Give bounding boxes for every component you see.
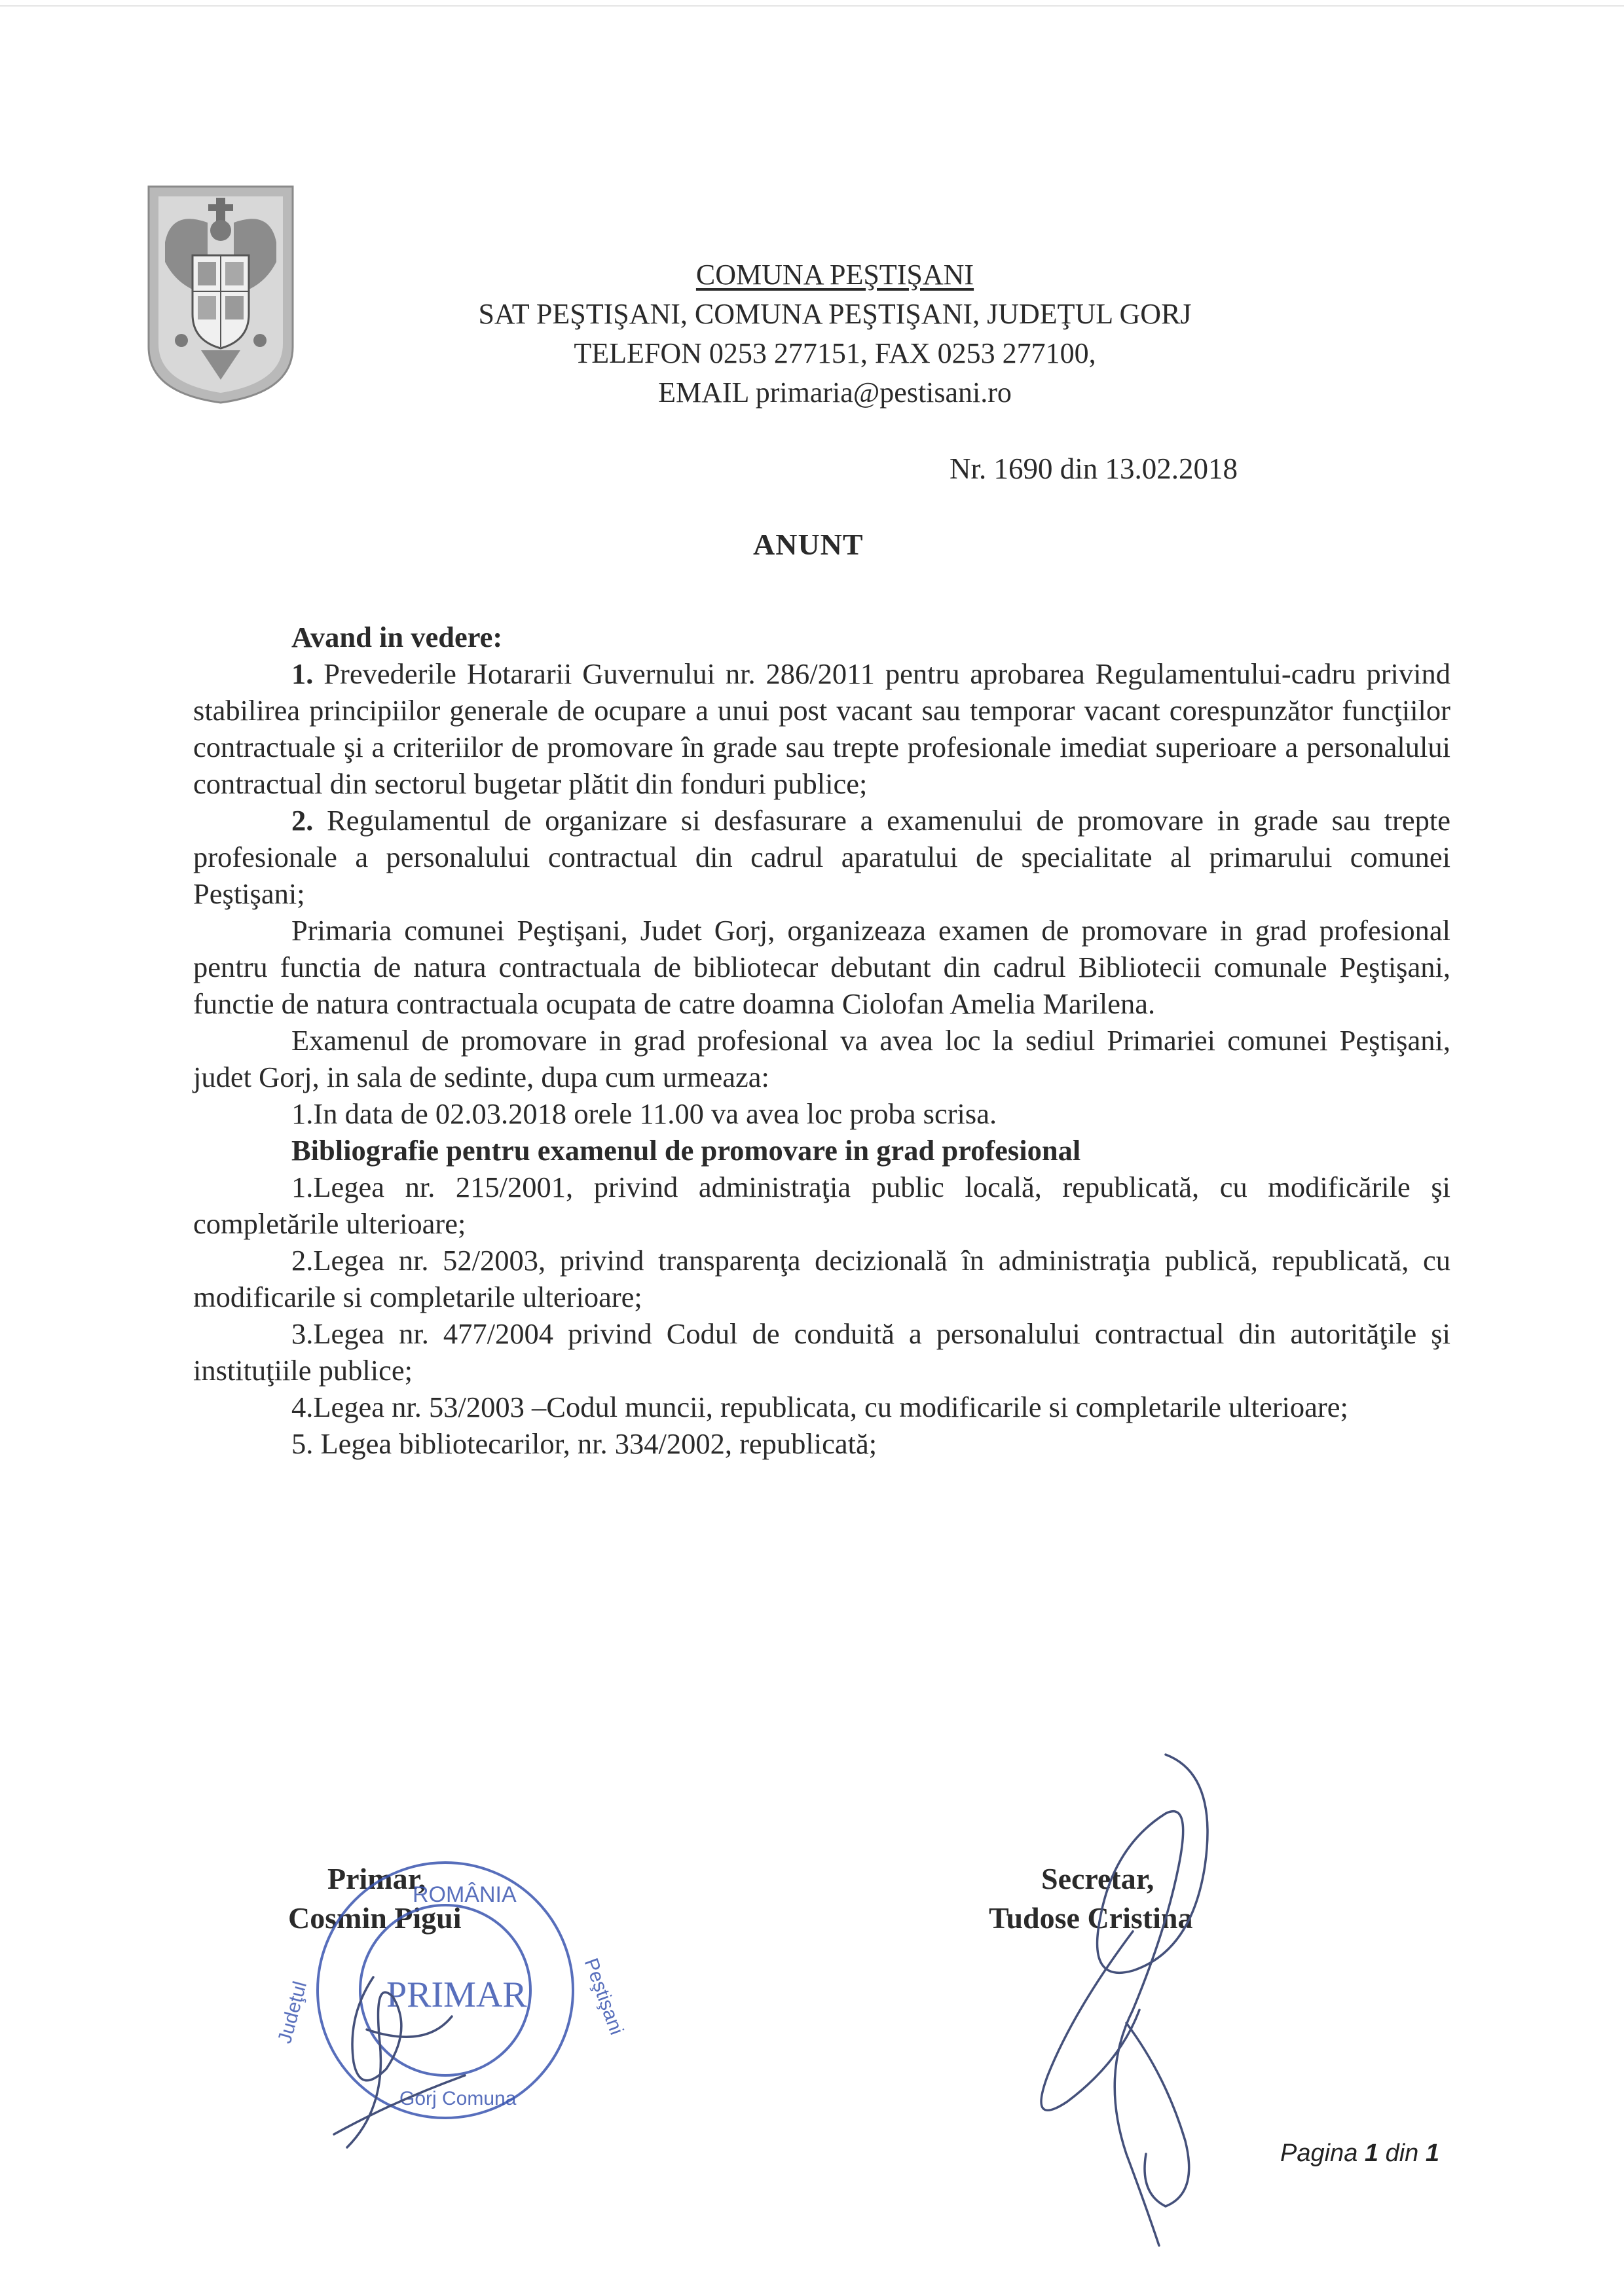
institution-name: COMUNA PEŞTIŞANI — [695, 259, 974, 291]
document-title: ANUNT — [753, 528, 864, 561]
scan-border — [0, 5, 1624, 7]
bibliography-heading: Bibliografie pentru examenul de promovare in grad profesional — [291, 1134, 1081, 1167]
stamp-text-top: ROMÂNIA — [413, 1882, 517, 1907]
stamp-text-bottom: Gorj Comuna — [399, 2088, 517, 2109]
considering-heading: Avand in vedere: — [291, 621, 503, 653]
page-current: 1 — [1364, 2140, 1379, 2167]
legal-basis-item-1 — [193, 655, 1450, 802]
bibliography-item: 4.Legea nr. 53/2003 –Codul muncii, republicata, cu modificarile si completarile ulterioare; — [291, 1391, 1348, 1423]
stamp-text-left: Judeţul — [274, 1978, 312, 2046]
legal-basis-item-2 — [193, 802, 1450, 912]
item-text: Prevederile Hotararii Guvernului nr. 286/2011 pentru aprobarea Regulamentului-cadru privind stabilirea principiilor generale de ocupare a unui post vacant sau temporar vacant corespunzător funcţiilor contractuale şi a criteriilor de promovare în grade sau trepte profesionale imediat superioare a personalului contractual din sectorul bugetar plătit din fonduri publice; — [193, 657, 1450, 800]
page-separator: din — [1378, 2140, 1426, 2167]
institution-header — [367, 255, 1303, 412]
stamp-text-center: PRIMAR — [386, 1975, 527, 2015]
institution-email: EMAIL primaria@pestisani.ro — [658, 376, 1012, 409]
bibliography-item: 1.Legea nr. 215/2001, privind administraţia public locală, republicată, cu modificările şi completările ulterioare; — [193, 1171, 1450, 1240]
page-total: 1 — [1425, 2140, 1439, 2167]
institution-address: SAT PEŞTIŞANI, COMUNA PEŞTIŞANI, JUDEŢUL GORJ — [478, 298, 1192, 330]
item-number: 2. — [291, 804, 314, 837]
bibliography-item: 3.Legea nr. 477/2004 privind Codul de conduită a personalului contractual din autorităţile şi instituţiile publice; — [193, 1317, 1450, 1387]
exam-location-paragraph: Examenul de promovare in grad profesional va avea loc la sediul Primariei comunei Peştişani, judet Gorj, in sala de sedinte, dupa cum urmeaza: — [193, 1024, 1450, 1093]
document-body — [193, 619, 1450, 1462]
mayor-name: Cosmin Pigui — [288, 1901, 462, 1935]
secretary-role: Secretar, — [1041, 1862, 1154, 1895]
page-prefix: Pagina — [1280, 2140, 1365, 2167]
item-text: Regulamentul de organizare si desfasurare a examenului de promovare in grade sau trepte profesionale a personalului contractual din cadrul aparatului de specialitate al primarului comunei Peştişani; — [193, 804, 1450, 910]
registration-number: Nr. 1690 din 13.02.2018 — [950, 452, 1238, 485]
institution-phone: TELEFON 0253 277151, FAX 0253 277100, — [574, 337, 1096, 369]
bibliography-item: 5. Legea bibliotecarilor, nr. 334/2002, republicată; — [291, 1427, 877, 1460]
item-number: 1. — [291, 657, 314, 690]
exam-organization-paragraph: Primaria comunei Peştişani, Judet Gorj, organizeaza examen de promovare in grad profesional pentru functia de natura contractuala de bibliotecar debutant din cadrul Bibliotecii comunale Peştişani, functie de natura contractuala ocupata de catre doamna Ciolofan Amelia Marilena. — [193, 914, 1450, 1020]
mayor-role: Primar, — [327, 1862, 426, 1895]
page-number — [1280, 2140, 1439, 2168]
secretary-name: Tudose Cristina — [989, 1901, 1193, 1935]
coat-of-arms-icon — [145, 183, 296, 406]
bibliography-item: 2.Legea nr. 52/2003, privind transparenţa decizională în administraţia publică, republicată, cu modificarile si completarile ulterioare; — [193, 1244, 1450, 1313]
secretary-handwritten-signature — [969, 1735, 1244, 2272]
written-test-schedule: 1.In data de 02.03.2018 orele 11.00 va avea loc proba scrisa. — [291, 1097, 997, 1130]
mayor-handwritten-signature — [295, 1938, 504, 2174]
stamp-text-right: Peştişani — [580, 1955, 628, 2038]
